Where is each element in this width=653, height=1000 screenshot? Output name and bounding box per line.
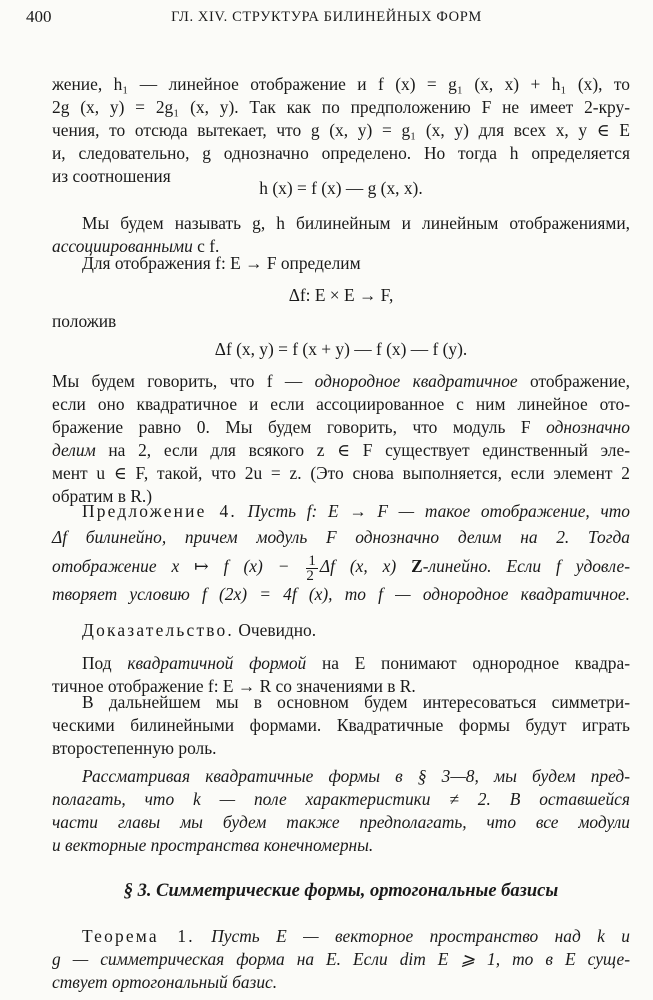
italic-term: делим: [52, 440, 96, 460]
text-line: если оно квадратичное и если ассоциированное с ним линейное ото-: [52, 394, 630, 414]
paragraph-continuation: [52, 73, 630, 188]
text-line: Мы будем называть g, h билинейным и линейным отображениями,: [82, 213, 630, 233]
text-line: В дальнейшем мы в основном будем интересоваться симметри-: [82, 692, 630, 712]
theorem-label: Теорема 1.: [82, 926, 195, 946]
proof: [52, 619, 630, 642]
proposition-4: [52, 500, 630, 606]
text-span: на E понимают однородное квадра-: [306, 653, 631, 673]
text-line: жение, h₁ — линейное отображение и f (x) = g₁ (x, x) + h₁ (x), то: [52, 74, 630, 94]
italic-term: ассоциированными: [52, 236, 193, 256]
text-span: на 2, если для всякого z ∈ F существует единственный эле-: [95, 440, 630, 460]
equation-h: h (x) = f (x) — g (x, x).: [259, 178, 423, 198]
page-number: 400: [26, 7, 52, 26]
text-span: -линейно. Если f удовле-: [422, 556, 631, 576]
text-line: тичное отображение f: E → R со значениями в R.: [52, 676, 416, 696]
text-line: чения, то отсюда вытекает, что g (x, y) = g₁ (x, y) для всех x, y ∈ E: [52, 120, 630, 140]
text-span: Пусть E — векторное пространство над k и: [194, 926, 630, 946]
paragraph-definition: Для отображения f: E → F определим: [82, 253, 361, 273]
equation-delta-f-def: Δf (x, y) = f (x + y) — f (x) — f (y).: [214, 339, 468, 359]
text-span: с f.: [192, 236, 220, 256]
text-line: обратим в R.): [52, 486, 153, 506]
text-line: и, следовательно, g однозначно определено. Но тогда h определяется: [52, 143, 630, 163]
theorem-1: [52, 925, 630, 994]
proposition-label: Предложение 4.: [82, 501, 237, 521]
text-line: ствует ортогональный базис.: [52, 972, 278, 992]
fraction-numerator: 1: [308, 552, 316, 569]
proof-label: Доказательство.: [82, 620, 234, 640]
text-line: ческими билинейными формами. Квадратичные формы будут играть: [52, 715, 630, 735]
text-line: из соотношения: [52, 166, 171, 186]
text-line: части главы мы будем также предполагать, что все модули: [52, 812, 630, 832]
italic-term: однозначно: [546, 417, 630, 437]
text-line: 2g (x, y) = 2g₁ (x, y). Так как по предположению F не имеет 2-кру-: [52, 97, 630, 117]
italic-term: квадратичной формой: [127, 653, 307, 673]
paragraph-homogeneous: [52, 370, 630, 508]
section-title: § 3. Симметрические формы, ортогональные базисы: [123, 881, 559, 901]
page-header: [26, 5, 627, 31]
text-line: второстепенную роль.: [52, 738, 217, 758]
italic-term: однородное квадратичное: [314, 371, 518, 391]
running-title: ГЛ. XIV. СТРУКТУРА БИЛИНЕЙНЫХ ФОРМ: [171, 9, 482, 25]
integers-symbol: Z: [411, 556, 423, 576]
text-line: полагать, что k — поле характеристики ≠ 2. В оставшейся: [52, 789, 630, 809]
text-span: Δf (x, x): [319, 556, 412, 576]
text-line: творяет условию f (2x) = 4f (x), то f — однородное квадратичное.: [52, 584, 630, 604]
text-line: Рассматривая квадратичные формы в § 3—8, мы будем пред-: [82, 766, 630, 786]
text-span: Мы будем говорить, что f —: [52, 371, 315, 391]
text-span: Очевидно.: [233, 620, 317, 640]
text-line: Δf билинейно, причем модуль F однозначно делим на 2. Тогда: [52, 527, 630, 547]
text-span: бражение равно 0. Мы будем говорить, что модуль F: [52, 417, 547, 437]
text-span: отображение,: [517, 371, 630, 391]
fraction-one-half: [306, 554, 318, 583]
equation-delta-f: Δf: E × E → F,: [288, 285, 394, 305]
text-line: мент u ∈ F, такой, что 2u = z. (Это снова выполняется, если элемент 2: [52, 463, 630, 483]
text-line: g — симметрическая форма на E. Если dim E ⩾ 1, то в E суще-: [52, 949, 630, 969]
paragraph-symmetric: [52, 691, 630, 760]
fraction-denominator: 2: [306, 567, 314, 584]
text-span: отображение x ↦ f (x) −: [52, 556, 305, 576]
text-span: Под: [82, 653, 128, 673]
text-span: Пусть f: E → F — такое отображение, что: [236, 501, 630, 521]
paragraph-setting: положив: [52, 311, 117, 331]
text-line: и векторные пространства конечномерны.: [52, 835, 374, 855]
paragraph-assumptions: [52, 765, 630, 857]
